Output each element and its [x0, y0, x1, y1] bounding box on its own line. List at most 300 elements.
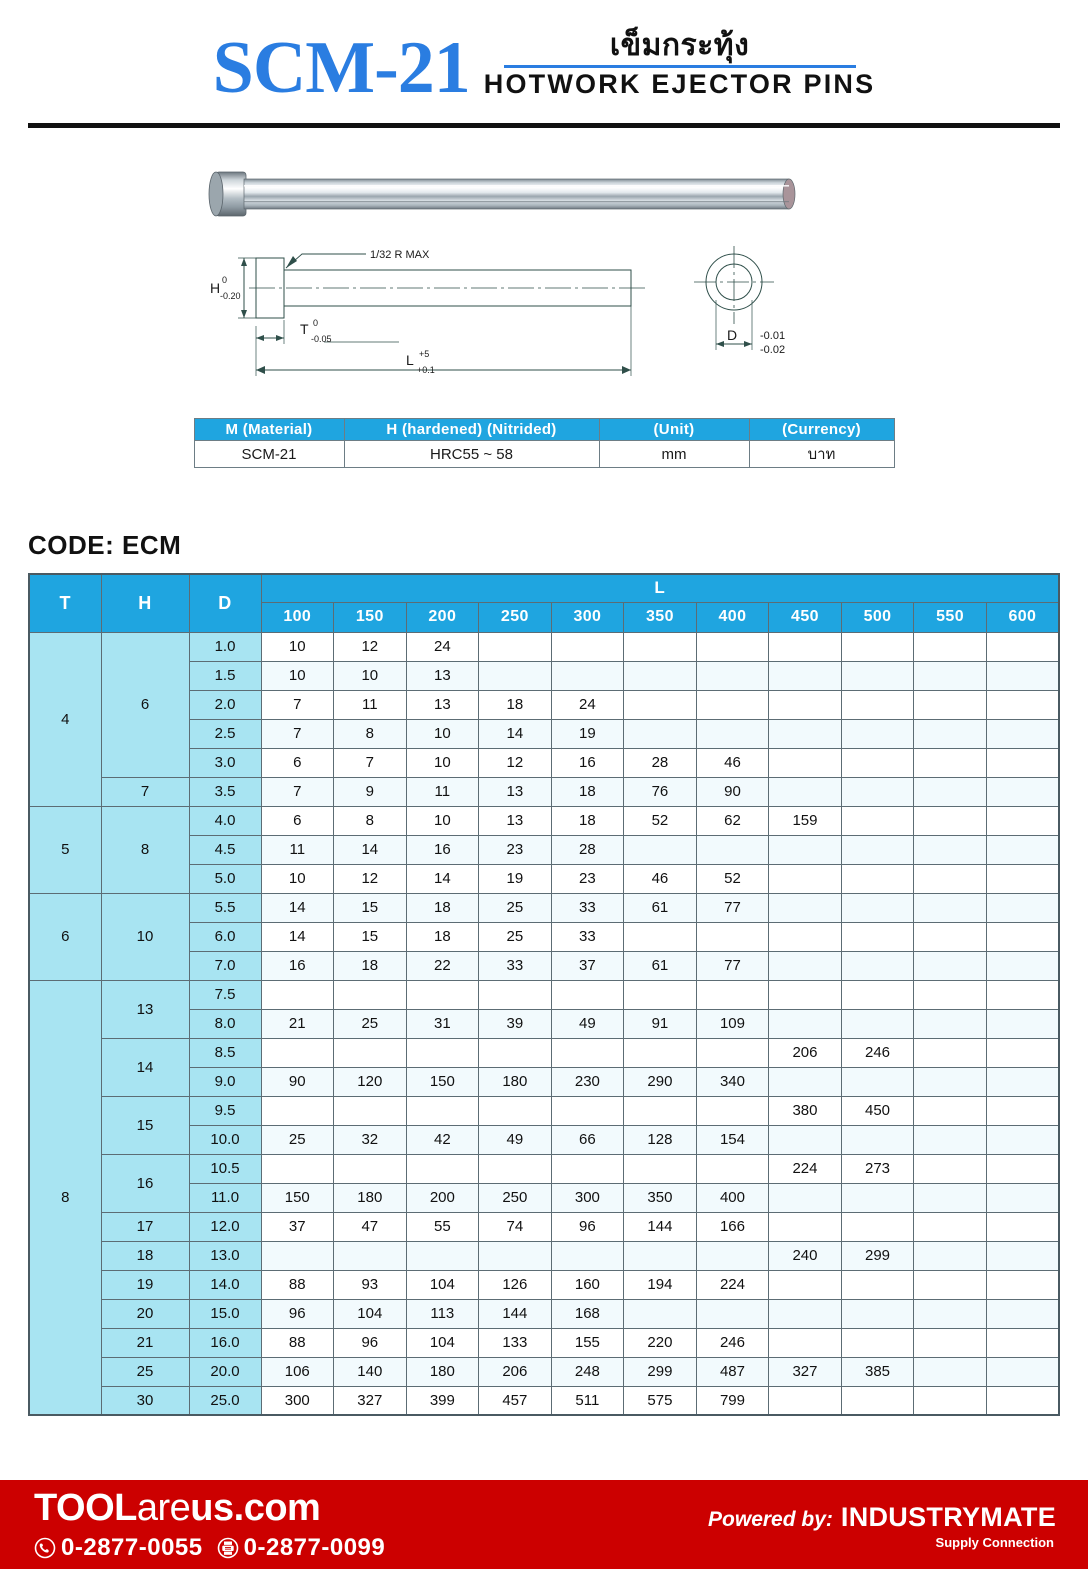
table-row — [29, 1299, 1059, 1328]
cell-price: 12 — [479, 748, 552, 777]
cell-price: 246 — [841, 1038, 914, 1067]
cell-price: 300 — [551, 1183, 624, 1212]
cell-price: 8 — [334, 806, 407, 835]
cell-price — [769, 1386, 842, 1415]
cell-price: 33 — [551, 893, 624, 922]
cell-price — [406, 1038, 479, 1067]
cell-price: 19 — [551, 719, 624, 748]
cell-price — [551, 661, 624, 690]
cell-price: 11 — [334, 690, 407, 719]
cell-price: 55 — [406, 1212, 479, 1241]
cell-price: 7 — [334, 748, 407, 777]
cell-price: 12 — [334, 632, 407, 661]
cell-price — [914, 1183, 987, 1212]
cell-price — [479, 1154, 552, 1183]
cell-price — [841, 1212, 914, 1241]
t-tolerance-lower: -0.05 — [311, 334, 332, 344]
cell-price — [914, 1067, 987, 1096]
cell-price: 13 — [479, 777, 552, 806]
cell-price: 194 — [624, 1270, 697, 1299]
cell-price — [986, 980, 1059, 1009]
cell-price: 18 — [406, 893, 479, 922]
cell-d: 1.0 — [189, 632, 261, 661]
cell-d: 10.5 — [189, 1154, 261, 1183]
cell-price — [986, 1386, 1059, 1415]
cell-price — [624, 632, 697, 661]
cell-price — [696, 980, 769, 1009]
cell-price: 49 — [479, 1125, 552, 1154]
cell-price — [624, 661, 697, 690]
cell-price: 120 — [334, 1067, 407, 1096]
cell-price: 22 — [406, 951, 479, 980]
cell-price: 140 — [334, 1357, 407, 1386]
cell-price — [406, 1241, 479, 1270]
cell-price — [769, 1125, 842, 1154]
cell-price: 76 — [624, 777, 697, 806]
hardness-col-header: H (hardened) (Nitrided) — [344, 419, 599, 441]
l-label: L — [406, 352, 414, 368]
phone-icon — [34, 1537, 56, 1559]
cell-price: 327 — [769, 1357, 842, 1386]
cell-price: 14 — [261, 893, 334, 922]
cell-price — [841, 1009, 914, 1038]
cell-t: 8 — [29, 980, 101, 1415]
cell-price — [696, 661, 769, 690]
col-header-length-500: 500 — [841, 602, 914, 632]
cell-price — [769, 1067, 842, 1096]
cell-price: 450 — [841, 1096, 914, 1125]
cell-price — [841, 951, 914, 980]
cell-price — [624, 1299, 697, 1328]
l-tolerance-lower: +0.1 — [417, 365, 435, 375]
brand-part-tld: .com — [233, 1487, 321, 1529]
cell-price — [769, 661, 842, 690]
cell-t: 6 — [29, 893, 101, 980]
cell-h: 14 — [101, 1038, 189, 1096]
cell-h: 6 — [101, 632, 189, 777]
cell-price: 457 — [479, 1386, 552, 1415]
cell-price — [986, 1241, 1059, 1270]
cell-price — [841, 690, 914, 719]
cell-price — [986, 1270, 1059, 1299]
cell-price: 12 — [334, 864, 407, 893]
cell-h: 10 — [101, 893, 189, 980]
cell-price: 106 — [261, 1357, 334, 1386]
cell-price: 299 — [624, 1357, 697, 1386]
cell-price — [769, 980, 842, 1009]
cell-price — [841, 1067, 914, 1096]
cell-d: 11.0 — [189, 1183, 261, 1212]
cell-price: 273 — [841, 1154, 914, 1183]
cell-price: 23 — [551, 864, 624, 893]
cell-price: 7 — [261, 719, 334, 748]
cell-price — [914, 1125, 987, 1154]
cell-price — [551, 1154, 624, 1183]
cell-price: 166 — [696, 1212, 769, 1241]
cell-price: 74 — [479, 1212, 552, 1241]
cell-price: 180 — [334, 1183, 407, 1212]
cell-price — [769, 1299, 842, 1328]
cell-price: 37 — [261, 1212, 334, 1241]
cell-d: 3.5 — [189, 777, 261, 806]
cell-d: 8.5 — [189, 1038, 261, 1067]
phone-number: 0-2877-0055 — [61, 1533, 203, 1561]
cell-price — [624, 922, 697, 951]
title-stack — [484, 30, 876, 103]
brand-part-us: us — [190, 1487, 234, 1529]
cell-price — [261, 980, 334, 1009]
cell-price — [769, 1009, 842, 1038]
cell-d: 3.0 — [189, 748, 261, 777]
cell-price: 52 — [624, 806, 697, 835]
page-footer — [0, 1480, 1088, 1569]
cell-price: 14 — [479, 719, 552, 748]
col-header-t: T — [29, 574, 101, 632]
dimension-table-body — [29, 632, 1059, 1415]
cell-price: 224 — [769, 1154, 842, 1183]
cell-h: 7 — [101, 777, 189, 806]
cell-price — [261, 1154, 334, 1183]
cell-d: 5.5 — [189, 893, 261, 922]
cell-price — [261, 1096, 334, 1125]
col-header-length-600: 600 — [986, 602, 1059, 632]
cell-price — [624, 690, 697, 719]
cell-price — [551, 632, 624, 661]
cell-price — [406, 1154, 479, 1183]
powered-by-subtitle: Supply Connection — [935, 1535, 1054, 1550]
cell-price: 10 — [406, 806, 479, 835]
cell-price — [914, 719, 987, 748]
dimension-table — [28, 573, 1060, 1416]
cell-price — [624, 1241, 697, 1270]
powered-by-line — [708, 1502, 1056, 1533]
cell-price — [769, 922, 842, 951]
cell-price — [769, 1212, 842, 1241]
cell-price: 88 — [261, 1328, 334, 1357]
table-row — [29, 806, 1059, 835]
product-code-title: SCM-21 — [212, 26, 470, 109]
cell-h: 20 — [101, 1299, 189, 1328]
cell-price: 28 — [624, 748, 697, 777]
cell-price: 39 — [479, 1009, 552, 1038]
cell-price: 248 — [551, 1357, 624, 1386]
cell-price: 96 — [261, 1299, 334, 1328]
cell-price — [624, 719, 697, 748]
cell-price: 66 — [551, 1125, 624, 1154]
phone-contact[interactable] — [34, 1534, 203, 1562]
cell-price: 340 — [696, 1067, 769, 1096]
cell-price — [914, 632, 987, 661]
cell-price: 380 — [769, 1096, 842, 1125]
cell-price: 25 — [479, 893, 552, 922]
cell-price: 6 — [261, 806, 334, 835]
h-tolerance-lower: -0.20 — [220, 291, 241, 301]
cell-d: 2.0 — [189, 690, 261, 719]
cell-price — [986, 1299, 1059, 1328]
cell-price: 18 — [406, 922, 479, 951]
cell-price — [841, 980, 914, 1009]
cell-price — [914, 1154, 987, 1183]
t-label: T — [300, 321, 309, 337]
cell-price — [986, 1183, 1059, 1212]
cell-price — [841, 1299, 914, 1328]
cell-price: 13 — [479, 806, 552, 835]
pin-line-drawing — [238, 254, 646, 376]
col-header-length-150: 150 — [334, 602, 407, 632]
footer-contacts — [34, 1534, 385, 1562]
cell-price: 47 — [334, 1212, 407, 1241]
cell-price: 109 — [696, 1009, 769, 1038]
header-row-top — [29, 574, 1059, 602]
cell-price — [261, 1241, 334, 1270]
cell-h: 17 — [101, 1212, 189, 1241]
cell-price: 250 — [479, 1183, 552, 1212]
hardness-value: HRC55 ~ 58 — [344, 441, 599, 468]
cell-d: 12.0 — [189, 1212, 261, 1241]
cell-price: 155 — [551, 1328, 624, 1357]
cell-price: 24 — [406, 632, 479, 661]
cell-price — [914, 1009, 987, 1038]
cell-h: 25 — [101, 1357, 189, 1386]
cell-price — [914, 980, 987, 1009]
cell-price: 180 — [406, 1357, 479, 1386]
cell-price: 88 — [261, 1270, 334, 1299]
cell-price: 37 — [551, 951, 624, 980]
cell-price: 133 — [479, 1328, 552, 1357]
cell-price — [769, 893, 842, 922]
cell-price: 24 — [551, 690, 624, 719]
cell-price: 23 — [479, 835, 552, 864]
cell-price — [986, 951, 1059, 980]
cell-d: 25.0 — [189, 1386, 261, 1415]
cell-price: 7 — [261, 690, 334, 719]
cell-price — [986, 1009, 1059, 1038]
cell-price: 10 — [406, 748, 479, 777]
cell-d: 16.0 — [189, 1328, 261, 1357]
cell-price — [986, 893, 1059, 922]
cell-h: 13 — [101, 980, 189, 1038]
cell-price — [696, 1038, 769, 1067]
cell-price: 104 — [334, 1299, 407, 1328]
cell-price: 15 — [334, 893, 407, 922]
cell-price — [479, 980, 552, 1009]
cell-price: 144 — [624, 1212, 697, 1241]
cell-price: 399 — [406, 1386, 479, 1415]
cell-h: 8 — [101, 806, 189, 893]
cell-d: 15.0 — [189, 1299, 261, 1328]
table-row — [29, 777, 1059, 806]
cell-price — [769, 1328, 842, 1357]
cell-h: 16 — [101, 1154, 189, 1212]
material-spec-section — [0, 418, 1088, 468]
cell-price — [769, 1270, 842, 1299]
cell-price: 18 — [334, 951, 407, 980]
cell-price — [841, 835, 914, 864]
t-tolerance-upper: 0 — [313, 318, 319, 328]
cell-price — [914, 777, 987, 806]
table-row — [29, 1154, 1059, 1183]
cell-price — [986, 1038, 1059, 1067]
cell-price: 220 — [624, 1328, 697, 1357]
cell-price — [986, 1357, 1059, 1386]
cell-price — [624, 1154, 697, 1183]
cell-price — [841, 922, 914, 951]
cell-price: 11 — [261, 835, 334, 864]
cell-h: 15 — [101, 1096, 189, 1154]
cell-price: 6 — [261, 748, 334, 777]
cell-price — [914, 806, 987, 835]
cell-price: 10 — [334, 661, 407, 690]
cell-d: 10.0 — [189, 1125, 261, 1154]
cell-price — [914, 748, 987, 777]
d-label: D — [727, 327, 738, 343]
cell-price — [551, 1038, 624, 1067]
fax-number: 0-2877-0099 — [243, 1533, 386, 1561]
unit-col-header: (Unit) — [599, 419, 749, 441]
table-row — [29, 1328, 1059, 1357]
cell-price: 300 — [261, 1386, 334, 1415]
header-bottom-rule — [28, 123, 1060, 128]
cell-d: 8.0 — [189, 1009, 261, 1038]
fax-contact[interactable] — [217, 1534, 386, 1562]
cell-price: 16 — [261, 951, 334, 980]
cell-price — [914, 1038, 987, 1067]
cell-price: 33 — [479, 951, 552, 980]
cell-price — [406, 980, 479, 1009]
cell-price: 61 — [624, 951, 697, 980]
cell-price — [769, 864, 842, 893]
cell-price: 144 — [479, 1299, 552, 1328]
cell-price — [841, 1270, 914, 1299]
cell-price: 200 — [406, 1183, 479, 1212]
cell-price — [479, 632, 552, 661]
cell-price: 18 — [551, 777, 624, 806]
title-divider-rule — [504, 65, 856, 68]
cell-price: 290 — [624, 1067, 697, 1096]
material-col-header: M (Material) — [194, 419, 344, 441]
cell-price: 159 — [769, 806, 842, 835]
cell-h: 21 — [101, 1328, 189, 1357]
cell-price — [841, 632, 914, 661]
table-row — [29, 1212, 1059, 1241]
drawing-labels — [210, 249, 785, 375]
col-header-length-100: 100 — [261, 602, 334, 632]
cell-price — [334, 1096, 407, 1125]
technical-drawing — [0, 154, 1088, 404]
cell-price: 49 — [551, 1009, 624, 1038]
cell-price — [841, 661, 914, 690]
col-header-length-350: 350 — [624, 602, 697, 632]
cell-price: 14 — [334, 835, 407, 864]
cell-price — [914, 835, 987, 864]
cell-price — [479, 1038, 552, 1067]
table-row — [29, 1357, 1059, 1386]
cell-price — [986, 690, 1059, 719]
col-header-h: H — [101, 574, 189, 632]
cell-price: 799 — [696, 1386, 769, 1415]
cell-price: 25 — [334, 1009, 407, 1038]
cell-price — [986, 1154, 1059, 1183]
cell-price: 104 — [406, 1270, 479, 1299]
col-header-length-450: 450 — [769, 602, 842, 632]
cell-price: 11 — [406, 777, 479, 806]
cell-h: 19 — [101, 1270, 189, 1299]
l-tolerance-upper: +5 — [419, 349, 430, 359]
cell-h: 18 — [101, 1241, 189, 1270]
footer-powered-block — [708, 1502, 1056, 1550]
cell-price: 13 — [406, 661, 479, 690]
cell-price: 150 — [261, 1183, 334, 1212]
cell-price — [769, 748, 842, 777]
h-tolerance-upper: 0 — [222, 275, 228, 285]
cell-price — [841, 1183, 914, 1212]
cell-price: 10 — [261, 661, 334, 690]
table-row — [29, 1270, 1059, 1299]
cell-price: 9 — [334, 777, 407, 806]
cell-price — [914, 1386, 987, 1415]
material-header-row — [194, 419, 894, 441]
brand-part-tool: TOOL — [34, 1487, 137, 1529]
cell-price: 327 — [334, 1386, 407, 1415]
cell-price — [914, 1357, 987, 1386]
cell-price — [696, 719, 769, 748]
cell-h: 30 — [101, 1386, 189, 1415]
cell-price — [696, 922, 769, 951]
cell-d: 4.5 — [189, 835, 261, 864]
cell-price — [624, 1096, 697, 1125]
page-header — [0, 0, 1088, 132]
cell-price: 61 — [624, 893, 697, 922]
code-label: CODE: ECM — [28, 530, 182, 560]
cell-price — [696, 632, 769, 661]
material-spec-table — [194, 418, 895, 468]
english-title: HOTWORK EJECTOR PINS — [483, 68, 876, 99]
cell-price — [986, 835, 1059, 864]
cell-price — [841, 1386, 914, 1415]
header-titles — [0, 0, 1088, 109]
col-header-d: D — [189, 574, 261, 632]
cell-price — [769, 632, 842, 661]
table-row — [29, 1038, 1059, 1067]
cell-price: 31 — [406, 1009, 479, 1038]
cell-price: 10 — [406, 719, 479, 748]
table-row — [29, 1386, 1059, 1415]
cell-price: 13 — [406, 690, 479, 719]
cell-price: 8 — [334, 719, 407, 748]
cell-d: 7.0 — [189, 951, 261, 980]
cell-price: 14 — [261, 922, 334, 951]
cell-price — [551, 980, 624, 1009]
cell-price: 96 — [551, 1212, 624, 1241]
fax-icon — [217, 1537, 239, 1559]
cell-price: 240 — [769, 1241, 842, 1270]
cell-t: 4 — [29, 632, 101, 806]
cell-price: 10 — [261, 864, 334, 893]
col-header-length-200: 200 — [406, 602, 479, 632]
cell-price — [841, 864, 914, 893]
cell-price: 16 — [406, 835, 479, 864]
footer-brand[interactable] — [34, 1488, 385, 1530]
cell-d: 13.0 — [189, 1241, 261, 1270]
cell-price: 33 — [551, 922, 624, 951]
cell-price — [914, 893, 987, 922]
cell-d: 2.5 — [189, 719, 261, 748]
cell-price — [986, 632, 1059, 661]
cell-price — [479, 1096, 552, 1125]
cell-price: 575 — [624, 1386, 697, 1415]
powered-by-name: INDUSTRYMATE — [840, 1502, 1056, 1532]
cell-price — [986, 748, 1059, 777]
